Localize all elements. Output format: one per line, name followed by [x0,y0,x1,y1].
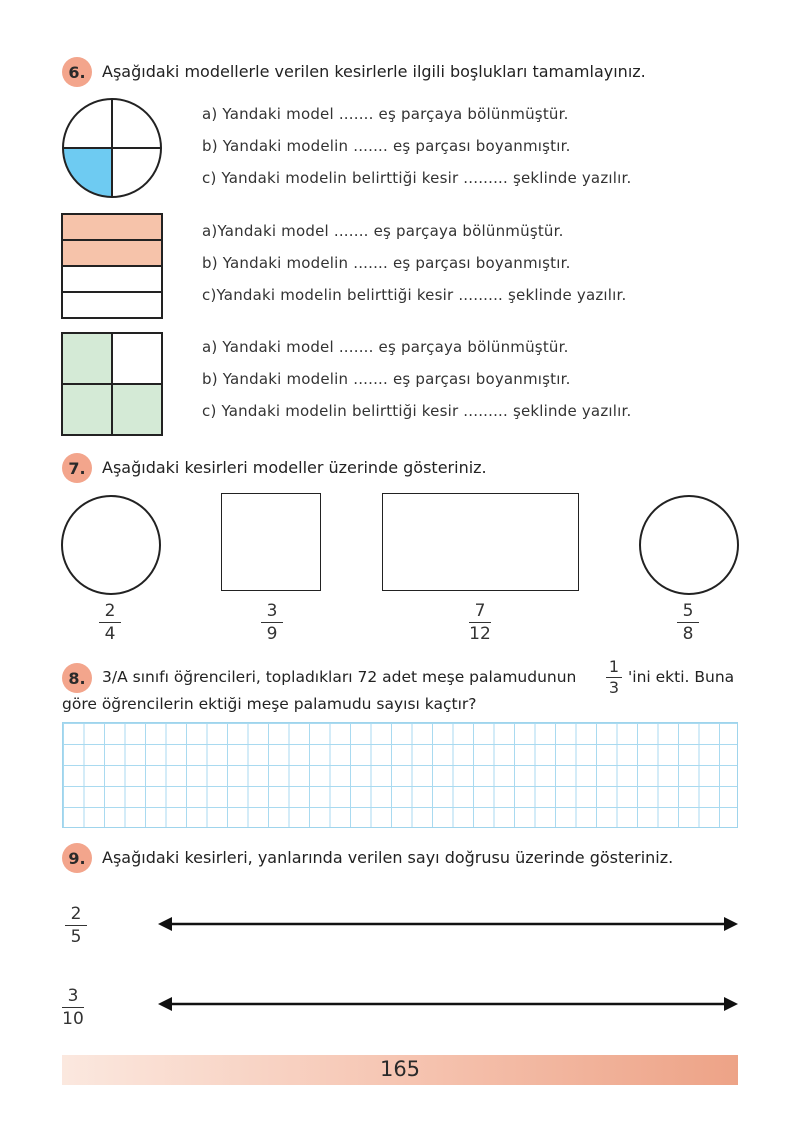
q6-block3-line-a: a) Yandaki model ....... eş parçaya bölünmüştür. [202,338,569,356]
q9-fraction-1-numerator: 2 [70,904,82,924]
question-8-line1-start: 3/A sınıfı öğrencileri, topladıkları 72 adet meşe palamudunun [102,668,577,686]
question-8-line2: göre öğrencilerin ektiği meşe palamudu sayısı kaçtır? [62,695,477,713]
q7-fraction-2 [261,601,283,644]
right-arrow-icon [724,917,738,931]
q8-fraction-numerator: 1 [608,657,620,676]
q9-number-line-2[interactable] [156,993,740,1015]
q7-fraction-3-denominator: 12 [469,624,491,644]
q9-fraction-2 [62,986,84,1029]
right-arrow-icon [724,997,738,1011]
q9-number-line-1[interactable] [156,913,740,935]
q7-square-model [221,493,321,591]
q7-fraction-3 [469,601,491,644]
q7-rectangle-model [382,493,579,591]
q9-fraction-2-numerator: 3 [67,986,79,1006]
q6-block1-line-a: a) Yandaki model ....... eş parçaya bölünmüştür. [202,105,569,123]
page-number: 165 [379,1057,421,1081]
q7-fraction-4-denominator: 8 [682,624,694,644]
question-9-number: 9. [68,848,86,868]
q7-fraction-2-numerator: 3 [266,601,278,621]
q7-fraction-3-numerator: 7 [474,601,486,621]
q7-fraction-1-denominator: 4 [104,624,116,644]
q7-fraction-1-numerator: 2 [104,601,116,621]
q6-rectangle-model [61,213,163,319]
question-6-text: Aşağıdaki modellerle verilen kesirlerle ilgili boşlukları tamamlayınız. [102,62,646,81]
q6-block3-line-c: c) Yandaki modelin belirttiği kesir ......... şeklinde yazılır. [202,402,632,420]
q6-block1-line-b: b) Yandaki modelin ....... eş parçası boyanmıştır. [202,137,571,155]
q6-square-model [61,332,163,436]
question-7-text: Aşağıdaki kesirleri modeller üzerinde gösteriniz. [102,458,487,477]
q9-fraction-2-denominator: 10 [62,1009,84,1029]
question-7-number: 7. [68,458,86,478]
question-7-badge [62,453,92,483]
q8-answer-grid[interactable] [62,722,738,828]
q7-fraction-2-denominator: 9 [266,624,278,644]
left-arrow-icon [158,917,172,931]
q9-fraction-1-denominator: 5 [70,927,82,947]
question-8-number: 8. [68,668,86,688]
q7-circle-model-1 [60,494,162,596]
question-9-text: Aşağıdaki kesirleri, yanlarında verilen sayı doğrusu üzerinde gösteriniz. [102,848,674,867]
q8-fraction-denominator: 3 [608,678,620,697]
left-arrow-icon [158,997,172,1011]
question-8-line1-end: 'ini ekti. Buna [628,668,735,686]
question-8-badge [62,663,92,693]
q7-fraction-1 [99,601,121,644]
q6-block2-line-b: b) Yandaki modelin ....... eş parçası boyanmıştır. [202,254,571,272]
question-6-number: 6. [68,62,86,82]
q7-circle-model-2 [638,494,740,596]
q8-fraction [606,658,622,697]
q6-block3-line-b: b) Yandaki modelin ....... eş parçası boyanmıştır. [202,370,571,388]
q9-fraction-1 [65,904,87,947]
q6-block1-line-c: c) Yandaki modelin belirttiği kesir ......... şeklinde yazılır. [202,169,632,187]
question-6-badge [62,57,92,87]
question-9-badge [62,843,92,873]
q7-fraction-4 [677,601,699,644]
q7-fraction-4-numerator: 5 [682,601,694,621]
q6-block2-line-c: c)Yandaki modelin belirttiği kesir ......... şeklinde yazılır. [202,286,627,304]
q6-block2-line-a: a)Yandaki model ....... eş parçaya bölünmüştür. [202,222,564,240]
q6-circle-model [60,96,164,200]
